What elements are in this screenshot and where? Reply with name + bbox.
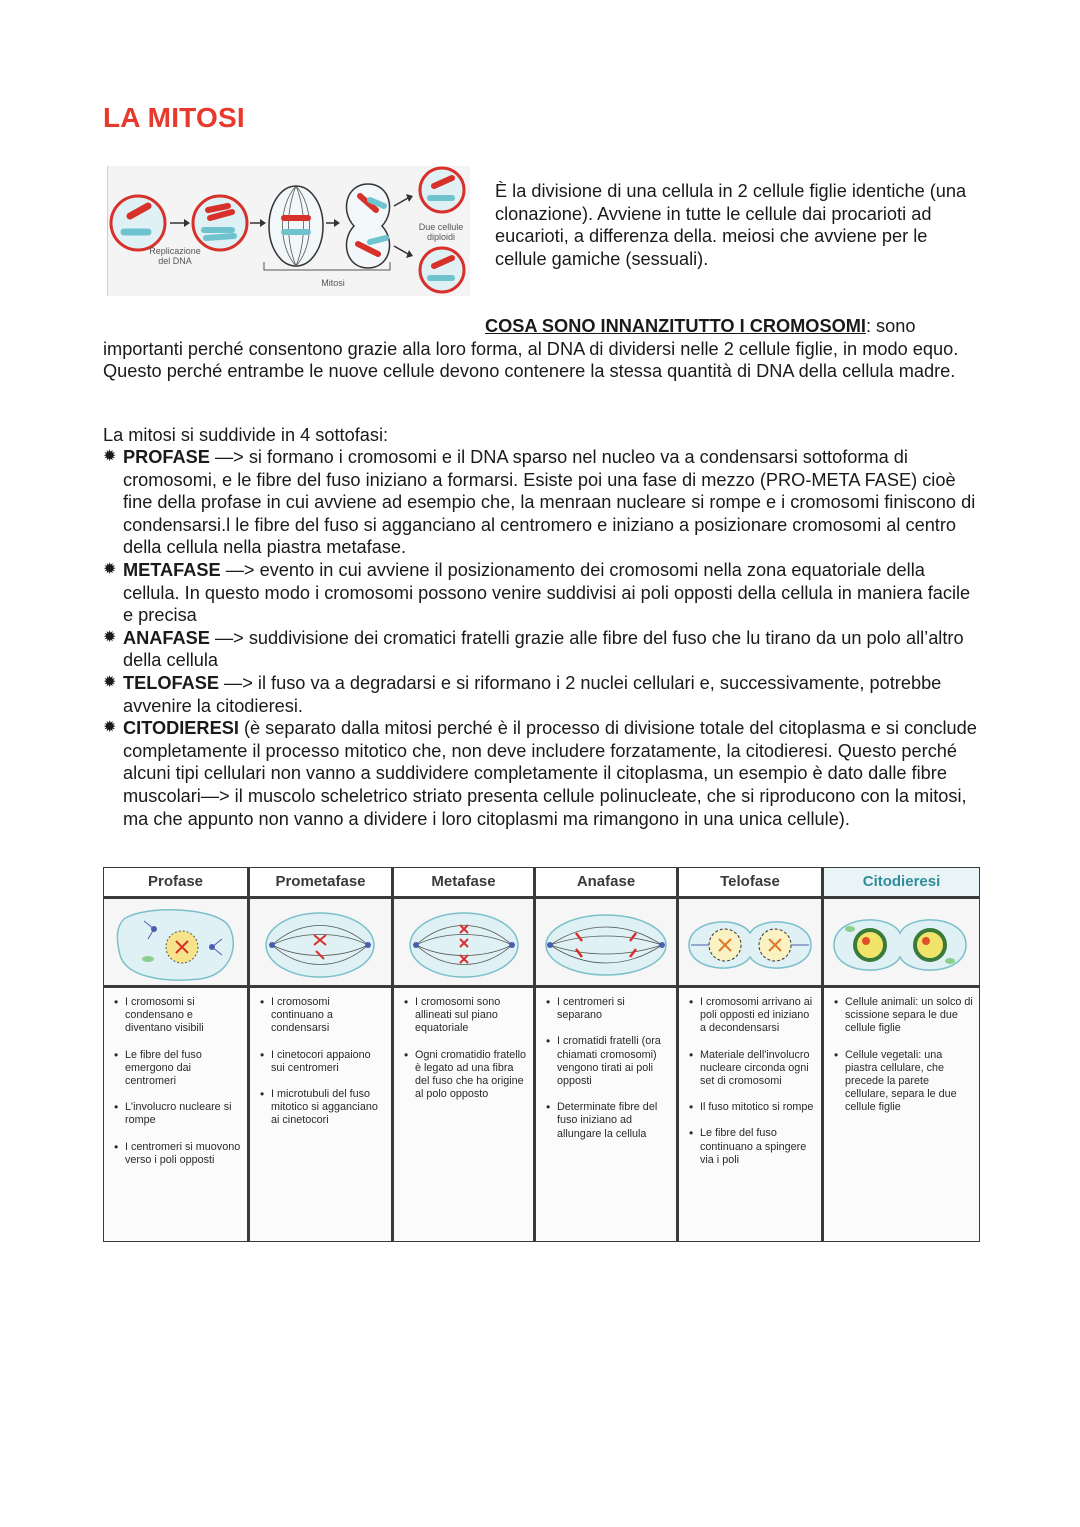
column-item: • Determinate fibre del fuso iniziano ad allungare la cellula (546, 1101, 670, 1141)
citodieresi-cell-illustration (824, 899, 979, 985)
column-items (250, 988, 391, 1128)
column-item: • I microtubuli del fuso mitotico si agganciano ai cinetocori (260, 1088, 385, 1128)
subphases-intro: La mitosi si suddivide in 4 sottofasi: (103, 425, 389, 445)
phase-item-metafase (103, 559, 978, 627)
replication-label: Replicazione del DNA (149, 246, 201, 266)
column-item: • Le fibre del fuso emergono dai centromeri (114, 1049, 241, 1089)
metafase-cell-illustration (394, 899, 533, 985)
phase-name: ANAFASE (123, 627, 210, 648)
column-item: • Cellule animali: un solco di scissione separa le due cellule figlie (834, 996, 973, 1036)
column-header: Prometafase (250, 868, 391, 899)
phase-name: PROFASE (123, 447, 210, 467)
mitosis-label: Mitosi (321, 278, 345, 288)
chromosomes-paragraph (103, 315, 973, 383)
column-item: • Il fuso mitotico si rompe (689, 1101, 815, 1114)
asterisk-bullet-icon: ✹ (103, 628, 117, 646)
telofase-cell-image (679, 899, 821, 988)
mitosis-overview-figure (107, 166, 470, 296)
column-header: Telofase (679, 868, 821, 899)
phase-name: CITODIERESI (123, 718, 239, 739)
column-items (679, 988, 821, 1167)
column-item: • Le fibre del fuso continuano a spingere via i poli (689, 1127, 815, 1167)
phase-item-anafase (103, 627, 978, 672)
chromosomes-heading: COSA SONO INNANZITUTTO I CROMOSOMI (485, 316, 866, 336)
phase-list (103, 446, 978, 830)
anafase-cell-illustration (536, 899, 676, 985)
column-item: • I cromosomi sono allineati sul piano equatoriale (404, 996, 527, 1036)
phase-item-profase (103, 446, 978, 559)
column-header: Citodieresi (824, 868, 979, 899)
column-items (536, 988, 676, 1141)
column-item: • I cromosomi continuano a condensarsi (260, 996, 385, 1036)
telofase-cell-illustration (679, 899, 821, 985)
column-items (104, 988, 247, 1167)
phase-text: —> evento in cui avviene il posizionamento dei cromosomi nella zona equatoriale della cellula. In questo modo i cromosomi possono venire suddivisi ai poli opposti della cellula in maniera facile e precisa (123, 559, 971, 626)
column-items (824, 988, 979, 1115)
phase-text: —> si formano i cromosomi e il DNA sparso nel nucleo va a condensarsi sottoforma di cromosomi, e le fibre del fuso iniziano a formarsi. Esiste poi una fase di mezzo (PRO-META FASE) cioè fine della profase in cui avviene ad esempio che, la menraan nucleare si rompe e i cromosomi finiscono di condensarsi.l le fibre del fuso si agganciano al centromero e iniziano a posizionare cromosomi al centro della cellula nella piastra metafase. (123, 447, 976, 558)
column-item: • L'involucro nucleare si rompe (114, 1101, 241, 1127)
column-header: Profase (104, 868, 247, 899)
column-header: Metafase (394, 868, 533, 899)
column-item: • I centromeri si muovono verso i poli opposti (114, 1141, 241, 1167)
asterisk-bullet-icon: ✹ (103, 673, 117, 691)
profase-cell-illustration (104, 899, 247, 985)
phase-text: —> suddivisione dei cromatici fratelli grazie alle fibre del fuso che lu tirano da un polo all’altro della cellula (123, 627, 964, 671)
phase-name: METAFASE (123, 559, 221, 580)
column-item: • I cromosomi si condensano e diventano visibili (114, 996, 241, 1036)
metafase-cell-image (394, 899, 533, 988)
phase-item-citodieresi (103, 717, 978, 830)
page-title: LA MITOSI (103, 102, 245, 133)
intro-paragraph: È la divisione di una cellula in 2 cellule figlie identiche (una clonazione). Avviene in tutte le cellule dai procarioti ad eucarioti, a differenza della. meiosi che avviene per le cellule gamiche (sessuali). (495, 181, 967, 269)
chromosomes-text: : sono importanti perché consentono grazie alla loro forma, al DNA di dividersi nelle 2 cellule figlie, in modo equo. Questo perché entrambe le nuove cellule devono contenere la stessa quantità di DNA della cellula madre. (103, 316, 959, 382)
anafase-cell-image (536, 899, 676, 988)
daughter-cells-label: Due cellule diploidi (418, 222, 464, 242)
column-header: Anafase (536, 868, 676, 899)
table-column-metafase (394, 868, 536, 1241)
phase-item-telofase (103, 672, 978, 717)
phase-name: TELOFASE (123, 672, 219, 693)
citodieresi-cell-image (824, 899, 979, 988)
table-column-citodieresi (824, 868, 979, 1241)
prometafase-cell-image (250, 899, 391, 988)
phase-text: (è separato dalla mitosi perché è il processo di divisione totale del citoplasma e si conclude completamente il processo mitotico che, non deve includere forzatamente, la citodieresi. Questo perché alcuni tipi cellulari non vanno a suddividere completamente il citoplasma, un esempio è dato dalle fibre muscolari—> il muscolo scheletrico striato presenta cellule polinucleate, che si riproducono con la mitosi, ma che appunto non vanno a dividere i loro citoplasmi ma rimangono in una unica cellule). (123, 718, 977, 829)
phase-text: —> il fuso va a degradarsi e si riformano i 2 nuclei cellulari e, successivamente, potrebbe avvenire la citodieresi. (123, 672, 942, 716)
column-items (394, 988, 533, 1101)
column-item: • Materiale dell'involucro nucleare circonda ogni set di cromosomi (689, 1049, 815, 1089)
profase-cell-image (104, 899, 247, 988)
column-item: • I centromeri si separano (546, 996, 670, 1022)
column-item: • Ogni cromatidio fratello è legato ad una fibra del fuso che ha origine al polo opposto (404, 1049, 527, 1102)
mitosis-phases-table (103, 867, 980, 1242)
column-item: • Cellule vegetali: una piastra cellulare, che precede la parete cellulare, separa le due cellule figlie (834, 1049, 973, 1115)
table-column-telofase (679, 868, 824, 1241)
asterisk-bullet-icon: ✹ (103, 719, 117, 737)
column-item: • I cromatidi fratelli (ora chiamati cromosomi) vengono tirati ai poli opposti (546, 1035, 670, 1088)
column-item: • I cromosomi arrivano ai poli opposti ed iniziano a decondensarsi (689, 996, 815, 1036)
asterisk-bullet-icon: ✹ (103, 560, 117, 578)
table-column-prometafase (250, 868, 394, 1241)
table-column-anafase (536, 868, 679, 1241)
table-column-profase (104, 868, 250, 1241)
prometafase-cell-illustration (250, 899, 391, 985)
asterisk-bullet-icon: ✹ (103, 448, 117, 465)
column-item: • I cinetocori appaiono sui centromeri (260, 1049, 385, 1075)
